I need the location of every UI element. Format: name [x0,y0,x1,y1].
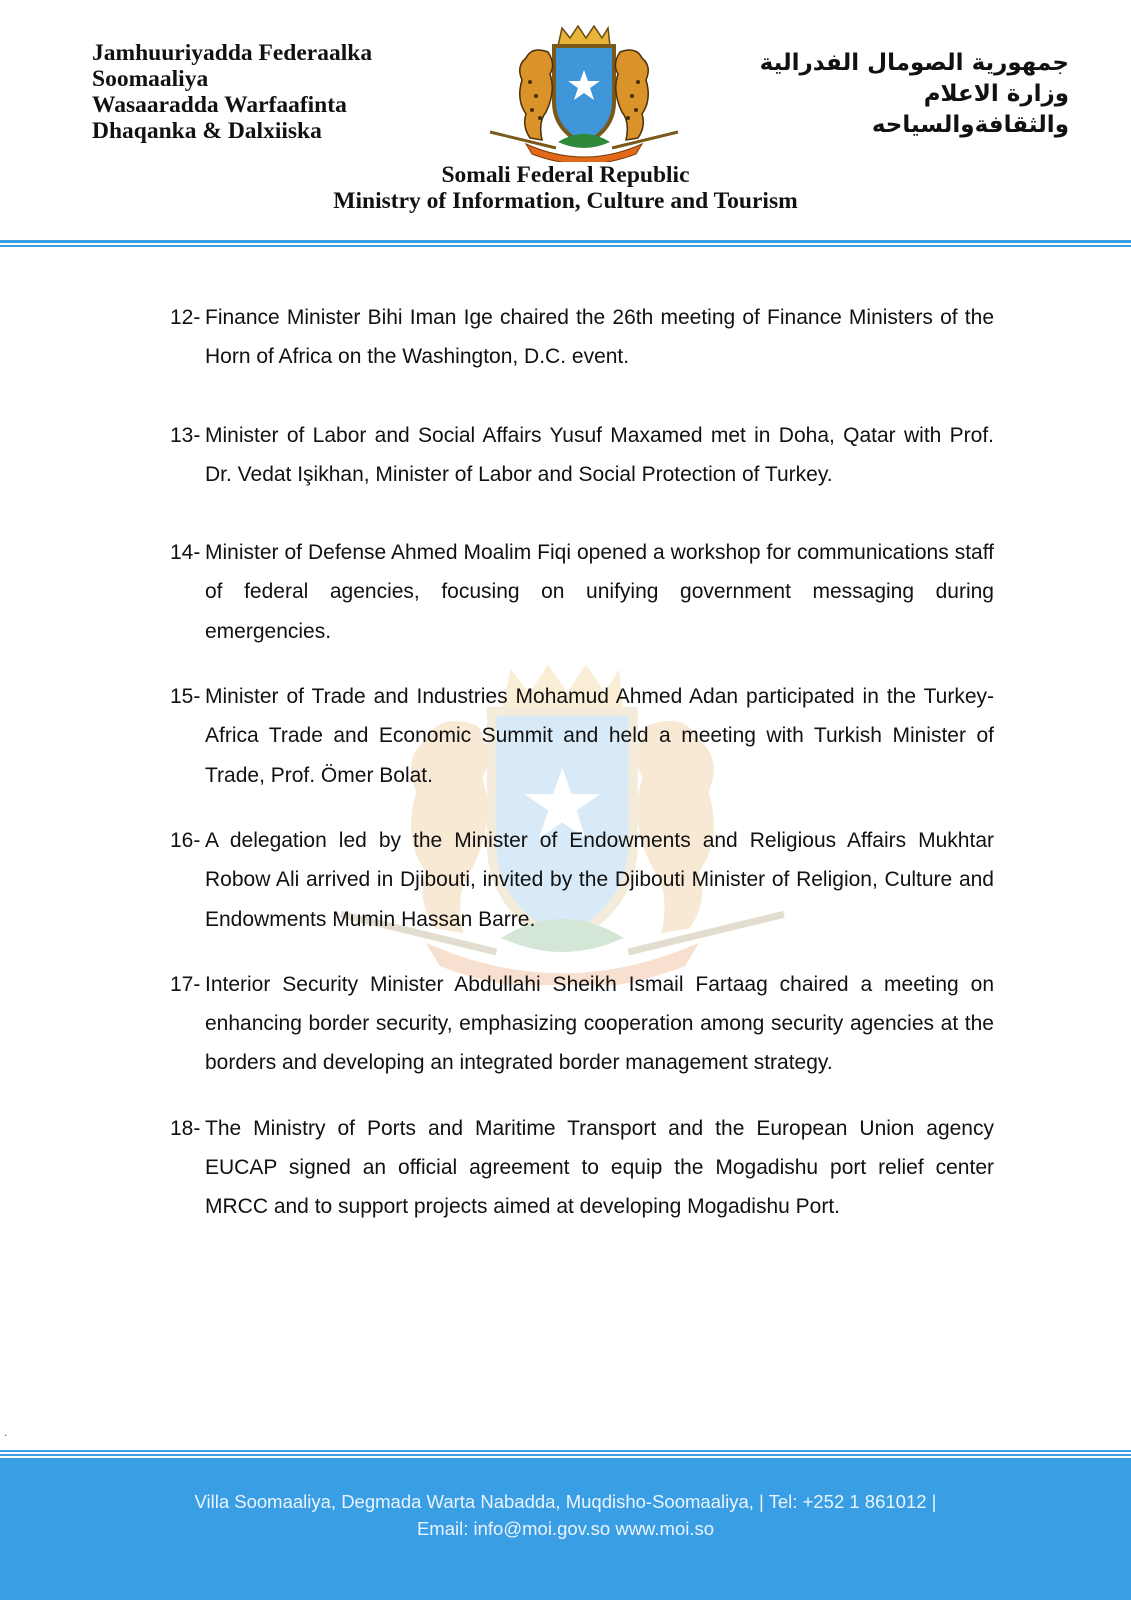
item-text: The Ministry of Ports and Maritime Transport and the European Union agency EUCAP signed an official agreement to equip the Mogadishu port relief center MRCC and to support projects aimed at developing Mogadishu Port. [205,1116,994,1219]
item-number: 12- [170,306,201,329]
news-item [170,416,994,495]
item-number: 15- [170,685,201,709]
stray-mark: . [4,1425,8,1439]
header-arabic-line-3: والثقافةوالسياحه [871,112,1069,138]
item-text: Minister of Defense Ahmed Moalim Fiqi opened a workshop for communications staff of federal agencies, focusing on unifying government messaging during emergencies. [205,541,994,643]
news-item [170,1109,994,1227]
header-somali-line-3: Wasaaradda Warfaafinta [92,92,347,118]
footer [0,1458,1131,1600]
header-somali-line-4: Dhaqanka & Dalxiiska [92,118,322,144]
item-number: 13- [170,423,201,447]
ministry-name: Ministry of Information, Culture and Tourism [333,188,798,214]
header-arabic-line-1: جمهورية الصومال الفدرالية [759,50,1069,76]
item-text: Minister of Labor and Social Affairs Yusuf Maxamed met in Doha, Qatar with Prof. Dr. Vedat Işikhan, Minister of Labor and Social Protection of Turkey. [205,423,994,486]
republic-name: Somali Federal Republic [441,162,690,188]
header-somali-line-1: Jamhuuriyadda Federaalka [92,40,373,66]
item-text: A delegation led by the Minister of Endowments and Religious Affairs Mukhtar Robow Ali arrived in Djibouti, invited by the Djibouti Minister of Religion, Culture and Endowments Mumin Hassan Barre. [205,828,994,931]
coat-of-arms-emblem [486,22,680,162]
news-item [170,533,994,651]
header-arabic-line-2: وزارة الاعلام [923,81,1069,107]
header-divider [0,240,1131,248]
news-item [170,298,994,377]
header-somali-title [92,40,372,144]
news-item-list [170,298,994,1253]
item-number: 17- [170,972,201,996]
item-number: 14- [170,541,201,565]
item-number: 16- [170,828,201,852]
header-english-title [0,162,1131,214]
header-somali-line-2: Soomaaliya [92,66,209,92]
item-number: 18- [170,1116,201,1140]
footer-address: Villa Soomaaliya, Degmada Warta Nabadda, Muqdisho-Soomaaliya, | Tel: +252 1 861012 | [194,1491,937,1512]
news-item [170,821,994,939]
footer-divider [0,1450,1131,1456]
item-text: Finance Minister Bihi Iman Ige chaired the 26th meeting of Finance Ministers of the Horn of Africa on the Washington, D.C. event. [205,306,994,369]
news-item [170,677,994,795]
item-text: Minister of Trade and Industries Mohamud Ahmed Adan participated in the Turkey-Africa Trade and Economic Summit and held a meeting with Turkish Minister of Trade, Prof. Ömer Bolat. [205,685,994,787]
header-arabic-title [760,48,1069,141]
news-item [170,965,994,1083]
item-text: Interior Security Minister Abdullahi Sheikh Ismail Fartaag chaired a meeting on enhancing border security, emphasizing cooperation among security agencies at the borders and developing an integrated border management strategy. [205,972,994,1075]
footer-contact: Email: info@moi.gov.so www.moi.so [416,1518,715,1539]
